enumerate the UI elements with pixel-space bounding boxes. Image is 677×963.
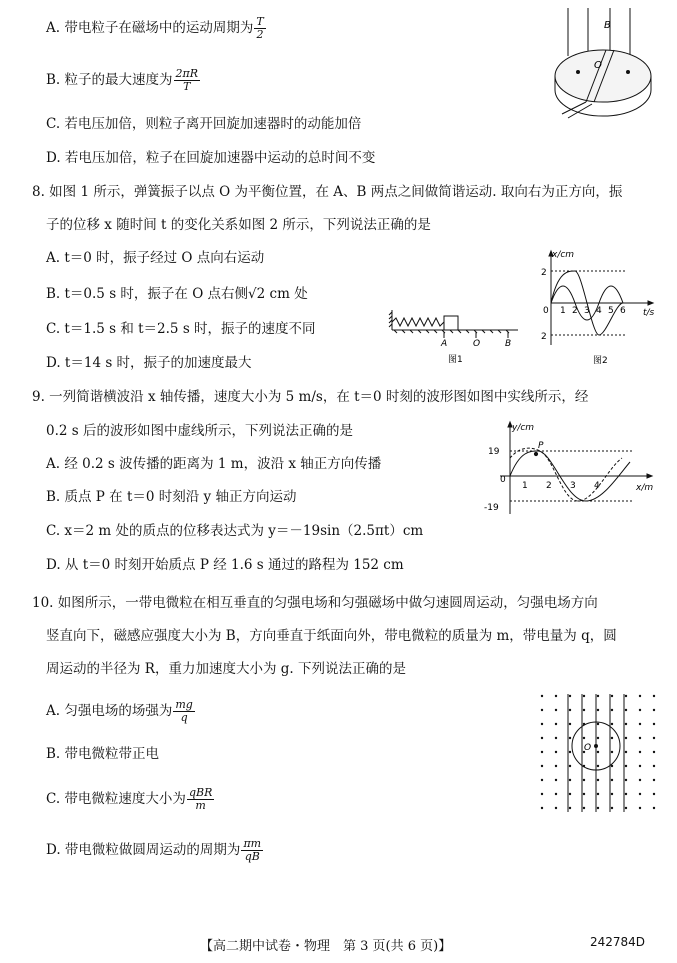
t-axis-title: t/s [643,308,655,318]
q7-option-c: C. 若电压加倍，则粒子离开回旋加速器时的动能加倍 [46,116,362,132]
q10-option-c: C. 带电微粒速度大小为 $\frac{\text{qBR}}{m}$ [46,786,213,812]
field-dot [611,779,613,781]
point-a-label: A [441,339,448,349]
field-dot [597,723,599,725]
y-tick-positive: 2 [541,268,547,278]
field-dot [597,751,599,753]
field-dot [639,709,641,711]
field-dot [653,779,655,781]
q7-option-d: D. 若电压加倍，粒子在回旋加速器中运动的总时间不变 [46,150,376,166]
field-dot [569,723,571,725]
field-dot [541,695,543,697]
y-tick-negative: -19 [484,503,499,513]
field-dot [569,793,571,795]
field-dot [639,807,641,809]
field-dot [653,695,655,697]
field-dot [639,695,641,697]
field-dot [639,765,641,767]
magnetic-field-label: B [604,20,611,31]
field-dot [611,793,613,795]
field-dot [625,709,627,711]
field-dot [583,709,585,711]
field-dot [583,807,585,809]
field-dot [555,751,557,753]
field-dot [611,737,613,739]
point-p-label: P [538,441,544,451]
cyclotron-figure [548,6,658,124]
q8-option-c: C. t＝1.5 s 和 t＝2.5 s 时，振子的速度不同 [46,321,316,337]
field-dot [555,709,557,711]
q8-option-a: A. t＝0 时，振子经过 O 点向右运动 [46,250,265,266]
field-dot [569,751,571,753]
wave-graph [482,418,662,518]
displacement-time-graph [535,245,660,367]
field-dot [541,779,543,781]
x-tick-3: 3 [570,481,576,491]
field-dot [555,765,557,767]
figure1-caption: 图1 [448,355,463,365]
field-dot [541,807,543,809]
q9-stem-line2: 0.2 s 后的波形如图中虚线所示，下列说法正确的是 [46,423,353,439]
field-dot [611,807,613,809]
q8-stem-line1: 8. 如图 1 所示，弹簧振子以点 O 为平衡位置，在 A、B 两点之间做简谐运动. 取向右为正方向，振 [32,184,623,200]
x-tick-2: 2 [546,481,552,491]
field-dot [625,779,627,781]
q7-option-a: A. 带电粒子在磁场中的运动周期为 $\frac{T}{2}$ [46,15,264,41]
y-tick-positive: 19 [488,447,500,457]
q10-option-b: B. 带电微粒带正电 [46,746,160,762]
field-dot [611,695,613,697]
field-dot [597,695,599,697]
field-dot [569,737,571,739]
field-dot [625,695,627,697]
field-dot [653,709,655,711]
field-dot [639,779,641,781]
field-dot [625,723,627,725]
field-dot [611,751,613,753]
field-dot [583,779,585,781]
field-dot [555,807,557,809]
field-dot [611,709,613,711]
q8-stem-line2: 子的位移 x 随时间 t 的变化关系如图 2 所示，下列说法正确的是 [46,217,431,233]
field-dot [653,765,655,767]
field-dot [583,695,585,697]
origin-label: 0 [543,306,549,316]
fraction: $\frac{mg}{q}$ [175,698,193,724]
q9-option-b: B. 质点 P 在 t＝0 时刻沿 y 轴正方向运动 [46,489,297,505]
field-dot [541,793,543,795]
field-dot [541,709,543,711]
field-dot [555,779,557,781]
field-dot [569,765,571,767]
t-tick-1: 1 [560,306,566,316]
x-tick-1: 1 [522,481,528,491]
field-dot [653,751,655,753]
field-dot [625,807,627,809]
q10-stem-line2: 竖直向下，磁感应强度大小为 B，方向垂直于纸面向外，带电微粒的质量为 m，带电量为 q，圆 [46,628,617,644]
field-dot [597,779,599,781]
field-dot [625,737,627,739]
q9-stem-line1: 9. 一列简谐横波沿 x 轴传播，速度大小为 5 m/s，在 t＝0 时刻的波形图如图中实线所示，经 [32,389,589,405]
field-dot [625,765,627,767]
field-figure [536,690,664,816]
center-o-label: O [584,743,592,753]
fraction: $\frac{T}{2}$ [256,15,264,41]
t-tick-6: 6 [620,306,626,316]
field-dot [597,737,599,739]
q9-option-a: A. 经 0.2 s 波传播的距离为 1 m，波沿 x 轴正方向传播 [46,456,382,472]
y-axis-title: y/cm [512,423,535,433]
fraction: $\frac{2\pi R}{T}$ [175,67,199,93]
field-dot [541,765,543,767]
field-dot [611,723,613,725]
x-tick-4: 4 [594,481,600,491]
field-dot [569,807,571,809]
q9-option-d: D. 从 t＝0 时刻开始质点 P 经 1.6 s 通过的路程为 152 cm [46,557,404,573]
field-dot [639,793,641,795]
fraction: $\frac{\text{qBR}}{m}$ [188,786,213,812]
q10-stem-line3: 周运动的半径为 R，重力加速度大小为 g. 下列说法正确的是 [46,661,406,677]
field-dot [653,723,655,725]
field-dot [555,737,557,739]
q10-option-a: A. 匀强电场的场强为 $\frac{mg}{q}$ [46,698,193,724]
field-dot [597,793,599,795]
q7-option-b: B. 粒子的最大速度为 $\frac{2\pi R}{T}$ [46,67,199,93]
field-dot [583,737,585,739]
x-axis-title: x/cm [552,250,575,260]
field-dot [541,751,543,753]
field-dot [597,765,599,767]
origin-label: 0 [500,475,506,485]
q8-option-b: B. t＝0.5 s 时，振子在 O 点右侧√2 cm 处 [46,286,308,302]
field-dot [639,737,641,739]
field-dot [653,793,655,795]
field-dot [597,807,599,809]
field-dot [653,807,655,809]
x-axis-title: x/m [636,483,654,493]
field-dot [639,751,641,753]
t-tick-2: 2 [572,306,578,316]
t-tick-5: 5 [608,306,614,316]
point-o-label: O [473,339,481,349]
spring-oscillator-figure [388,306,522,366]
field-dot [555,695,557,697]
figure2-caption: 图2 [593,356,608,366]
fraction: $\frac{\pi m}{qB}$ [243,837,262,863]
field-dot [653,737,655,739]
point-b-label: B [505,339,512,349]
t-tick-3: 3 [584,306,590,316]
field-dot [541,737,543,739]
field-dot [583,793,585,795]
y-tick-negative: 2 [541,332,547,342]
field-dot [569,695,571,697]
q8-option-d: D. t＝14 s 时，振子的加速度最大 [46,355,252,371]
q10-option-d: D. 带电微粒做圆周运动的周期为 $\frac{\pi m}{qB}$ [46,837,262,863]
t-tick-4: 4 [596,306,602,316]
field-dot [569,779,571,781]
field-dot [555,793,557,795]
field-dot [541,723,543,725]
page-footer: 【高二期中试卷・物理 第 3 页(共 6 页)】 [200,939,452,954]
field-dot [625,751,627,753]
q9-option-c: C. x＝2 m 处的质点的位移表达式为 y＝－19sin（2.5πt）cm [46,523,424,539]
field-dot [639,723,641,725]
field-dot [569,709,571,711]
center-label: O [594,60,602,71]
q10-stem-line1: 10. 如图所示，一带电微粒在相互垂直的匀强电场和匀强磁场中做匀速圆周运动，匀强电场方向 [32,595,598,611]
field-dot [555,723,557,725]
field-dot [597,709,599,711]
field-dot [625,793,627,795]
paper-code: 242784D [590,935,646,949]
